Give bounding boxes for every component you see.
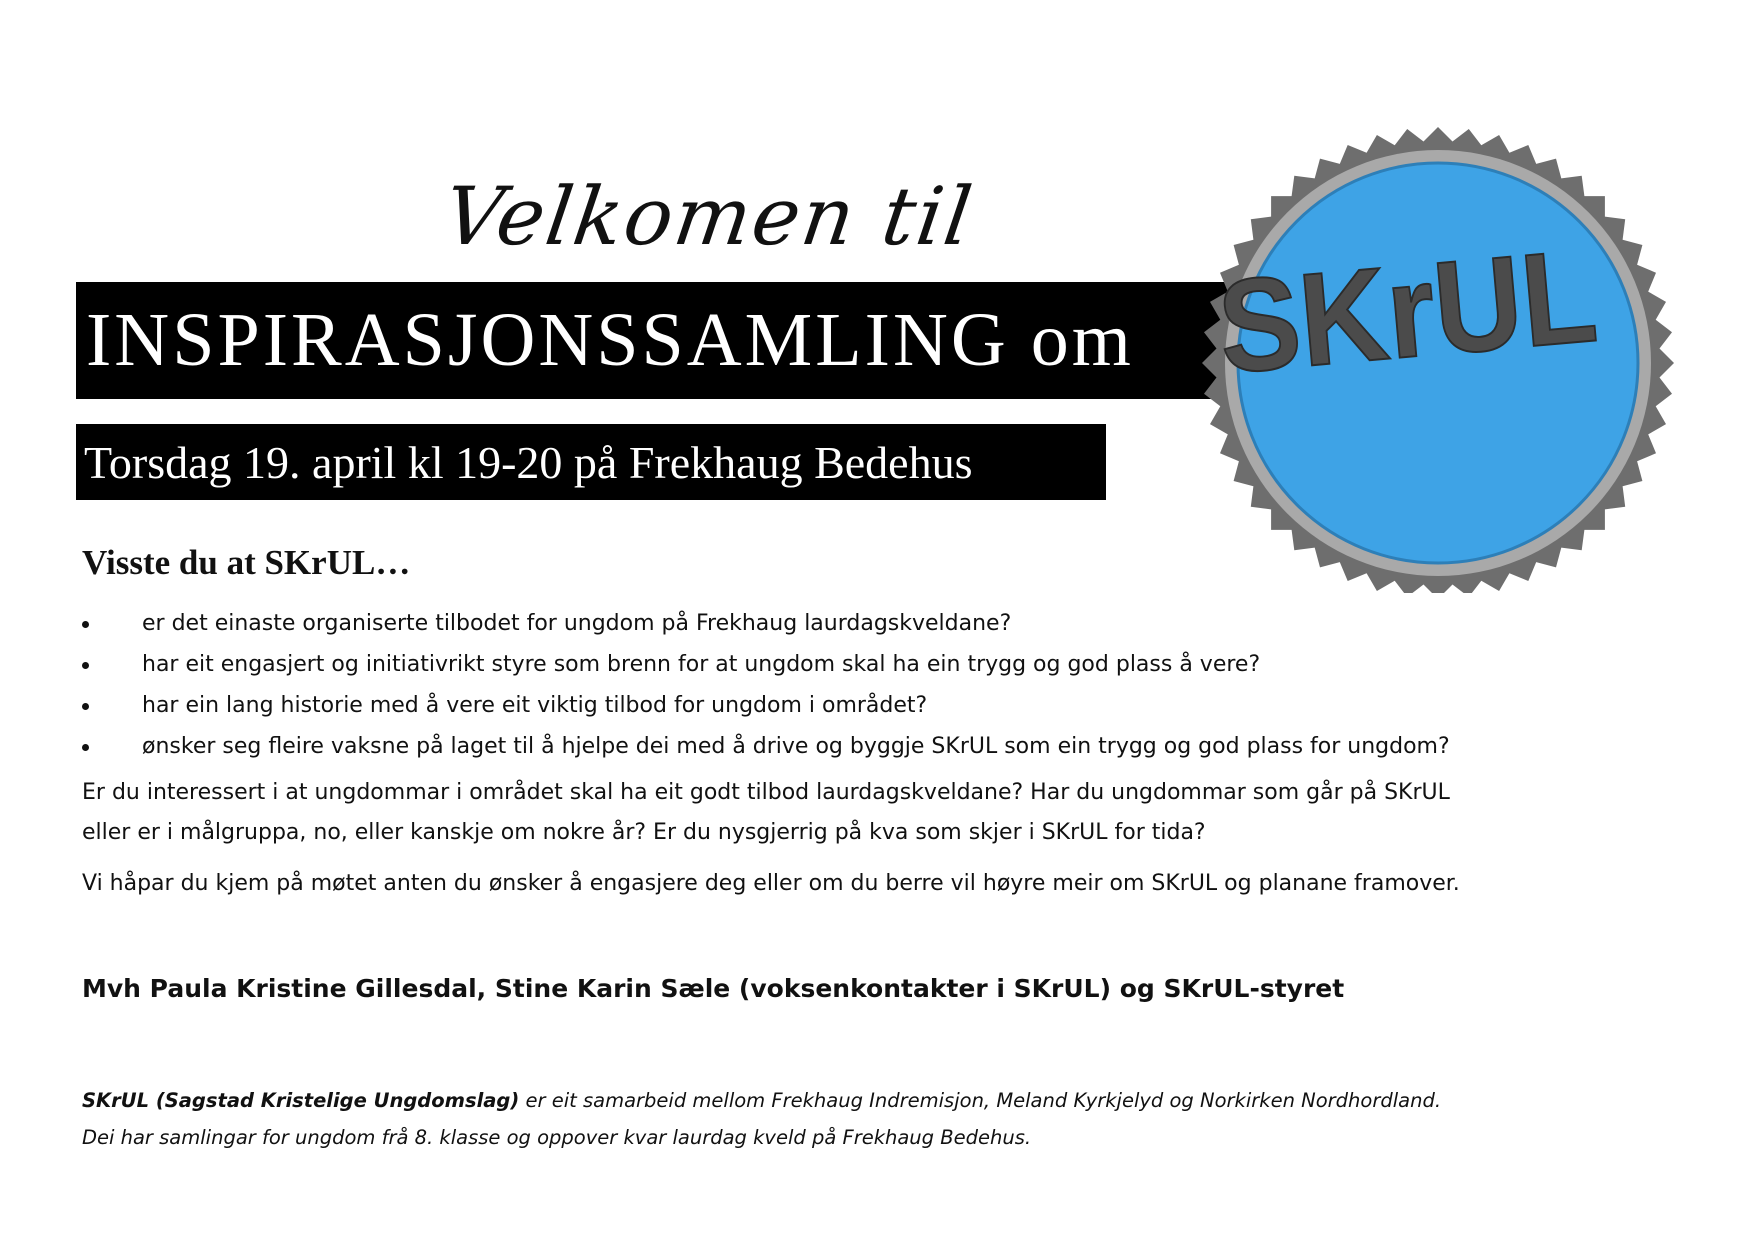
intro-paragraph xyxy=(82,773,1562,853)
list-item: har ein lang historie med å vere eit viktig tilbod for ungdom i området? xyxy=(82,685,1482,726)
section-heading: Visste du at SKrUL… xyxy=(82,543,411,582)
intro-paragraph-line: Er du interessert i at ungdommar i området skal ha eit godt tilbod laurdagskveldane? Har du ungdommar som går på SKrUL xyxy=(82,780,1450,805)
footer-note xyxy=(82,1082,1441,1156)
list-item: har eit engasjert og initiativrikt styre som brenn for at ungdom skal ha ein trygg og god plass å vere? xyxy=(82,644,1482,685)
logo-text: SKrUL xyxy=(1212,220,1603,402)
event-title: INSPIRASJONSSAMLING om xyxy=(86,298,1134,382)
footer-line: Dei har samlingar for ungdom frå 8. klasse og oppover kvar laurdag kveld på Frekhaug Bedehus. xyxy=(82,1126,1032,1149)
signature: Mvh Paula Kristine Gillesdal, Stine Karin Sæle (voksenkontakter i SKrUL) og SKrUL-styret xyxy=(82,974,1345,1003)
bullet-icon xyxy=(82,621,89,628)
welcome-heading: Velkomen til xyxy=(438,170,980,263)
skrul-logo-badge xyxy=(1185,123,1690,593)
footer-line: SKrUL (Sagstad Kristelige Ungdomslag) er eit samarbeid mellom Frekhaug Indremisjon, Meland Kyrkjelyd og Norkirken Nordhordland. xyxy=(82,1089,1442,1112)
facts-list xyxy=(82,603,1482,767)
bullet-icon xyxy=(82,703,89,710)
org-name: SKrUL (Sagstad Kristelige Ungdomslag) xyxy=(82,1089,520,1112)
bullet-icon xyxy=(82,744,89,751)
bullet-icon xyxy=(82,662,89,669)
event-date-line: Torsdag 19. april kl 19-20 på Frekhaug Bedehus xyxy=(84,436,973,488)
title-banner xyxy=(76,282,1238,399)
date-banner xyxy=(76,424,1106,500)
list-item: er det einaste organiserte tilbodet for ungdom på Frekhaug laurdagskveldane? xyxy=(82,603,1482,644)
invitation-paragraph: Vi håpar du kjem på møtet anten du ønsker å engasjere deg eller om du berre vil høyre meir om SKrUL og planane framover. xyxy=(82,871,1460,896)
list-item: ønsker seg fleire vaksne på laget til å hjelpe dei med å drive og byggje SKrUL som ein trygg og god plass for ungdom? xyxy=(82,726,1482,767)
intro-paragraph-line: eller er i målgruppa, no, eller kanskje om nokre år? Er du nysgjerrig på kva som skjer i SKrUL for tida? xyxy=(82,820,1206,845)
